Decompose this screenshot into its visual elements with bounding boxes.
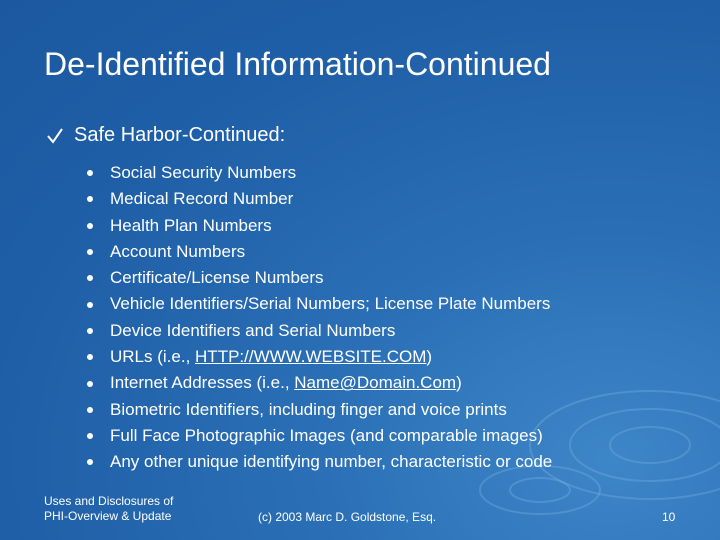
- subheading: [46, 124, 285, 147]
- subheading-text: Safe Harbor-Continued:: [74, 124, 286, 146]
- list-item: [87, 291, 552, 317]
- list-item-text: Device Identifiers and Serial Numbers: [110, 320, 396, 340]
- list-item-text: Account Numbers: [110, 241, 246, 261]
- email-link[interactable]: Name@Domain.Com: [294, 373, 457, 393]
- bullet-dot-icon: [87, 196, 93, 202]
- footer-presentation-title: [44, 494, 173, 524]
- list-item-text: Biometric Identifiers, including finger and voice prints: [110, 399, 507, 419]
- website-link[interactable]: HTTP://WWW.WEBSITE.COM: [195, 347, 427, 367]
- list-item-text: Certificate/License Numbers: [110, 268, 324, 288]
- list-item-text: Vehicle Identifiers/Serial Numbers; License Plate Numbers: [110, 294, 551, 314]
- list-item-text: Health Plan Numbers: [110, 215, 272, 235]
- bullet-dot-icon: [87, 433, 93, 439]
- list-item-suffix: ): [426, 347, 433, 367]
- list-item: [87, 370, 552, 396]
- list-item-text: Internet Addresses (i.e.,: [110, 373, 295, 393]
- bullet-dot-icon: [87, 381, 93, 387]
- list-item: [87, 186, 552, 212]
- list-item: [87, 160, 552, 186]
- list-item-text: URLs (i.e.,: [110, 347, 196, 367]
- list-item: [87, 213, 552, 239]
- list-item: [87, 449, 552, 475]
- list-item: [87, 397, 552, 423]
- bullet-dot-icon: [87, 302, 93, 308]
- list-item: [87, 344, 552, 370]
- list-item-text: Any other unique identifying number, characteristic or code: [110, 452, 553, 472]
- footer-copyright: (c) 2003 Marc D. Goldstone, Esq.: [258, 510, 437, 524]
- checkmark-icon: [46, 127, 64, 145]
- bullet-dot-icon: [87, 407, 93, 413]
- bullet-dot-icon: [87, 249, 93, 255]
- list-item: [87, 423, 552, 449]
- footer-title-line-2: PHI-Overview & Update: [44, 509, 172, 523]
- bullet-dot-icon: [87, 223, 93, 229]
- bullet-dot-icon: [87, 328, 93, 334]
- bullet-list: [87, 160, 552, 476]
- list-item: [87, 239, 552, 265]
- list-item-suffix: ): [456, 373, 462, 393]
- footer-title-line-1: Uses and Disclosures of: [44, 494, 174, 508]
- bullet-dot-icon: [87, 170, 93, 176]
- slide-number: 10: [662, 510, 676, 524]
- list-item-text: Social Security Numbers: [110, 163, 297, 182]
- bullet-dot-icon: [87, 354, 93, 360]
- list-item: [87, 265, 552, 291]
- list-item-text: Full Face Photographic Images (and comparable images): [110, 425, 543, 445]
- list-item-text: Medical Record Number: [110, 189, 294, 209]
- bullet-dot-icon: [87, 275, 93, 281]
- slide-title: De-Identified Information-Continued: [44, 46, 551, 82]
- list-item: [87, 318, 552, 344]
- bullet-dot-icon: [87, 459, 93, 465]
